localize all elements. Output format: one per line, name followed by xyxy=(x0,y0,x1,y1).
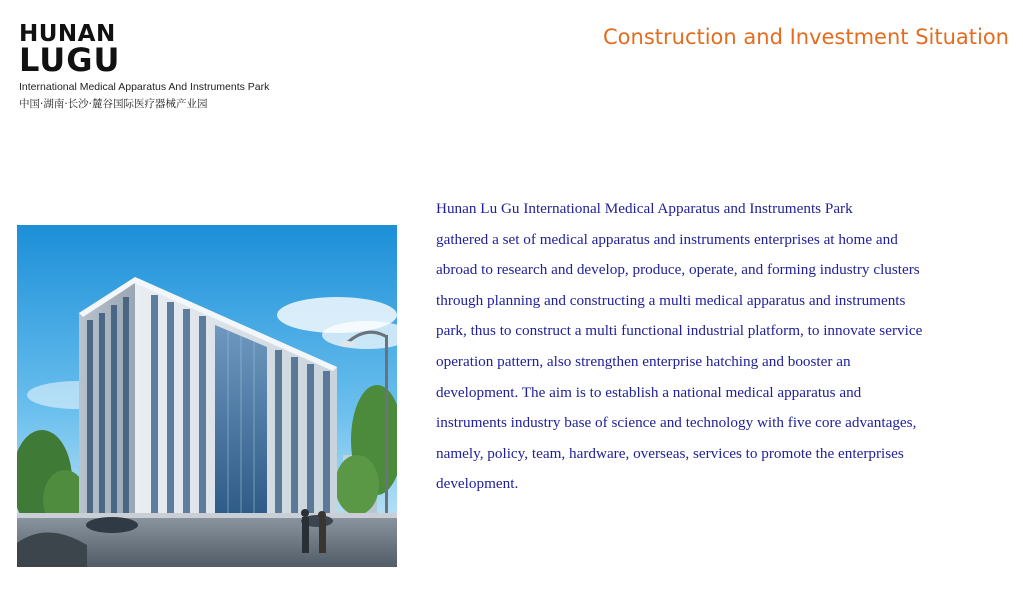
logo-hunan: HUNAN xyxy=(19,21,116,47)
logo-subtitle-chinese: 中国·湖南·长沙·麓谷国际医疗器械产业园 xyxy=(19,98,208,110)
body-line: development. The aim is to establish a national medical apparatus and xyxy=(436,383,862,401)
body-line: gathered a set of medical apparatus and instruments enterprises at home and xyxy=(436,230,898,248)
logo-lugu: LUGU xyxy=(19,41,121,79)
body-line: through planning and constructing a multi medical apparatus and instruments xyxy=(436,291,906,309)
body-paragraph xyxy=(436,194,1011,500)
slide-title: Construction and Investment Situation xyxy=(603,25,1009,49)
building-photo xyxy=(17,225,397,567)
logo xyxy=(19,22,319,111)
body-line: namely, policy, team, hardware, overseas, services to promote the enterprises xyxy=(436,444,904,462)
body-line: park, thus to construct a multi functional industrial platform, to innovate service xyxy=(436,322,923,340)
building-illustration-icon xyxy=(17,225,397,567)
body-line: development. xyxy=(436,475,519,493)
logo-subtitle-english: International Medical Apparatus And Instruments Park xyxy=(19,81,270,93)
body-line: operation pattern, also strengthen enterprise hatching and booster an xyxy=(436,352,851,370)
body-line: Hunan Lu Gu International Medical Apparatus and Instruments Park xyxy=(436,200,853,217)
body-line: abroad to research and develop, produce, operate, and forming industry clusters xyxy=(436,261,920,279)
body-line: instruments industry base of science and technology with five core advantages, xyxy=(436,414,917,432)
